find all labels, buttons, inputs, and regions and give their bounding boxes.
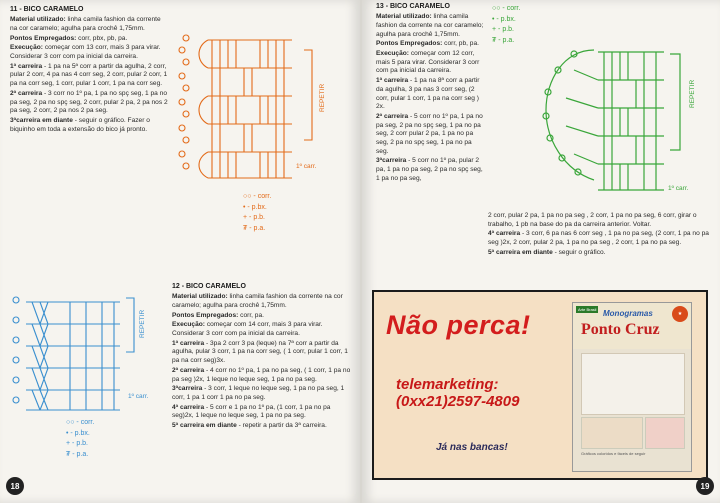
ad-headline: Não perca! xyxy=(386,310,531,340)
cover-round-badge-icon: ★ xyxy=(672,306,688,322)
chart-scallop xyxy=(179,35,189,169)
section-13-cont-text: 2 corr, pular 2 pa, 1 pa no pa seg , 2 corr, 1 pa no pa seg, 6 corr, girar o trabalho, 1 pb na base do pa da carreira anterior. Voltar. 4ª carreira - 3 corr, 6 pa nas 6 corr seg , 1 pa no pa seg, (2 corr, 1 pa no pa seg )2x, 2 corr, pular 2 pa, 1 pa no pa seg , 2 corr, 1 pa no pa seg. 5ª carreira em diante - seguir o gráfico. xyxy=(488,212,709,256)
chart-stitch-rows xyxy=(26,302,120,410)
legend-green: ○○ - corr. • - p.bx. + - p.b. ₮ - p.a. xyxy=(492,5,521,44)
chart-scallop xyxy=(543,50,594,180)
cover-title: Ponto Cruz xyxy=(581,321,660,338)
double-crochet-icon: ₮ xyxy=(66,450,71,458)
chart-1carr-label: 1º carr. xyxy=(296,163,317,170)
chain-icon: ○○ xyxy=(243,193,252,200)
ad-phone-number: (0xx21)2597-4809 xyxy=(396,393,520,410)
section-12-text: 12 - BICO CARAMELO Material utilizado: linha camila fashion da corrente na cor caramelo; agulha para crochê 1,75mm. Pontos Empregados: corr, pa. Execução: começar com 14 corr, mais 3 para virar. Considerar 3 corr com pa inicial da carreira. 1ª carreira - 3pa 2 corr 3 pa (leque) na 7ª corr a partir da agulha, pular 3 corr, 1 pa na corr seg, ( 1 corr, pular 1 corr, 1 pa na corr seg)3x. 2ª carreira - 4 corr no 1º pa, 1 pa no pa seg, ( 1 corr, 1 pa no pa seg )2x, 1 leque no leque seg, 1 pa no pa seg. 3ªcarreira - 3 corr, 1 leque no leque seg, 1 pa no pa seg, 1 corr, 1 pa 1 corr 1 pa no pa seg. 4ª carreira - 5 corr e 1 pa no 1º pa, (1 corr, 1 pa no pa seg)2x, 1 leque no leque seg, 1 pa no pa seg. 5ª carreira em diante - repetir a partir da 3ª carreira. xyxy=(172,283,351,430)
chart-repetir-label: REPETIR xyxy=(689,79,696,108)
chart-repetir-label: REPETIR xyxy=(319,83,326,112)
single-crochet-icon: + xyxy=(243,214,248,221)
double-crochet-icon: ₮ xyxy=(492,36,497,44)
page-number: 18 xyxy=(6,477,24,495)
cover-photo-pillow xyxy=(645,417,685,449)
section-11-title: 11 - BICO CARAMELO xyxy=(10,6,84,13)
magazine-advertisement xyxy=(372,290,708,480)
slip-stitch-icon: • xyxy=(492,15,495,23)
chain-icon: ○○ xyxy=(66,419,75,426)
chart-scallop xyxy=(13,297,19,403)
chart-1carr-label: 1º carr. xyxy=(668,185,689,192)
cover-photo-nursery xyxy=(581,353,685,415)
chain-icon: ○○ xyxy=(492,5,501,12)
section-11-text: 11 - BICO CARAMELO Material utilizado: linha camila fashion da corrente na cor caramelo; agulha para crochê 1,75mm. Pontos Empregados: corr, pbx, pb, pa. Execução: começar com 13 corr, mais 3 para virar. Considerar 3 corr com pa inicial da carreira. 1ª carreira - 1 pa na 5ª corr a partir da agulha, 2 corr, pular 2 corr, 4 pa nas 4 corr seg, 2 corr, pular 2 corr, 1 pa na corr seg, 1 corr, pular 1 corr, 1 pa na corr seg. 2ª carreira - 3 corr no 1º pa, 1 pa no spç seg, 1 pa no pa seg, 2 pa no spç seg, 2 corr, pular 2 pa, 2 pa nos 2 pa seg, 2 corr, 2 pa nos 2 pa seg. 3ªcarreira em diante - seguir o gráfico. Fazer o biquinho em toda a extensão do bico já pronto. xyxy=(10,6,168,133)
section-12-title: 12 - BICO CARAMELO xyxy=(172,283,246,290)
right-page xyxy=(362,0,720,503)
cover-subtitle: Monogramas xyxy=(603,309,653,318)
legend-blue: ○○ - corr. • - p.bx. + - p.b. ₮ - p.a. xyxy=(66,419,95,458)
legend-orange: ○○ - corr. • - p.bx. + - p.b. ₮ - p.a. xyxy=(243,193,272,232)
page-number: 19 xyxy=(696,477,714,495)
section-13-text: 13 - BICO CARAMELO Material utilizado: linha camila fashion da corrente na cor caramelo; agulha para crochê 1,75mm. Pontos Empregados: corr, pb, pa. Execução: começar com 12 corr, mais 5 para virar. Considerar 3 corr com pa inicial da carreira. 1ª carreira - 1 pa na 8ª corr a partir da agulha, 3 pa nas 3 corr seg, (2 corr, pular 1 corr, 1 pa na corr seg ) 2x. 2ª carreira - 5 corr no 1º pa, 1 pa no pa seg, 2 pa no spç seg, 1 pa no pa seg, 2 corr pular 2 pa, 1 pa no pa seg, 2 pa no spç seg, 1 pa no pa seg. 3ªcarreira - 5 corr no 1º pa, pular 2 pa, 1 pa no pa seg, 2 pa no spç seg, 1 pa no pa seg, xyxy=(376,3,484,182)
cover-badge: Arte Brasil xyxy=(578,307,597,312)
crochet-chart-green xyxy=(534,40,714,200)
magazine-cover xyxy=(572,302,692,472)
cover-footer: Gráficos coloridos e fáceis de seguir xyxy=(581,451,646,456)
slip-stitch-icon: • xyxy=(243,203,246,211)
crochet-chart-blue xyxy=(10,290,165,415)
ad-telemarketing-label: telemarketing: xyxy=(396,376,499,393)
chart-1carr-label: 1º carr. xyxy=(128,393,149,400)
double-crochet-icon: ₮ xyxy=(243,224,248,232)
single-crochet-icon: + xyxy=(66,440,71,447)
single-crochet-icon: + xyxy=(492,26,497,33)
crochet-chart-orange xyxy=(172,20,352,190)
ad-bancas: Já nas bancas! xyxy=(436,442,508,453)
chart-stitch-rows xyxy=(199,40,292,178)
cover-photo-towel xyxy=(581,417,643,449)
chart-repetir-label: REPETIR xyxy=(139,309,146,338)
section-13-title: 13 - BICO CARAMELO xyxy=(376,3,450,10)
chart-stitch-rows xyxy=(566,52,664,190)
slip-stitch-icon: • xyxy=(66,429,69,437)
